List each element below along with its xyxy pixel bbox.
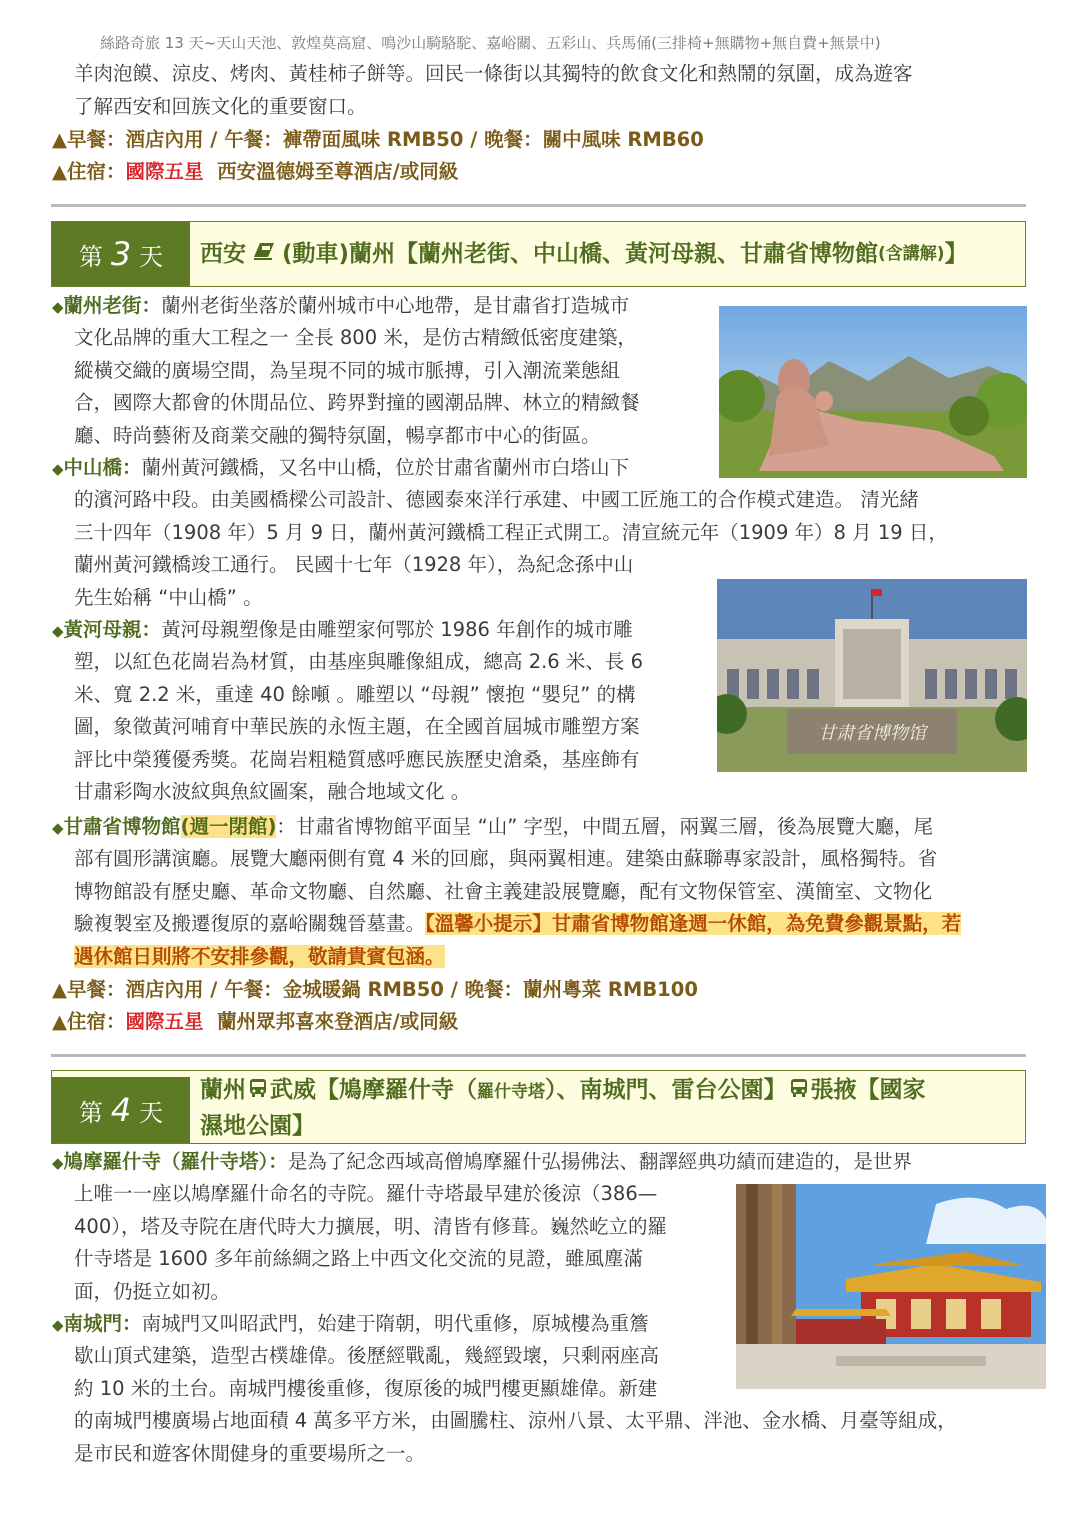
item-text: 的南城門樓廣場占地面積 4 萬多平方米，由圖騰柱、涼州八景、太平鼎、泮池、金水橋、月臺等組成， — [74, 1409, 957, 1432]
title-route: (動車)蘭州【蘭州老街、中山橋、黃河母親、甘肅省博物館 — [282, 241, 879, 267]
day3-item-yellow-river-body — [74, 646, 714, 809]
day-prefix: 第 — [78, 242, 103, 271]
day-suffix: 天 — [139, 242, 164, 271]
title-line2: 濕地公園】 — [200, 1113, 315, 1139]
day4-item-kumarajiva-temple — [52, 1146, 1032, 1180]
item-name: 甘肅省博物館 — [63, 815, 181, 838]
item-text: 米、寬 2.2 米，重達 40 餘噸 。雕塑以 “母親” 懷抱 “嬰兒” 的構 — [74, 682, 636, 706]
diamond-bullet-icon: ◆ — [52, 460, 64, 478]
day-prefix: 第 — [78, 1098, 103, 1127]
day3-item-gansu-museum — [52, 811, 1032, 845]
item-text: 部有圓形講演廳。展覽大廳兩側有寬 4 米的回廊，與兩翼相連。建築由蘇聯專家設計，風格獨特。省 — [74, 847, 938, 870]
divider — [51, 204, 1026, 207]
hotel-grade: 國際五星 — [125, 1010, 204, 1033]
day3-item-zhongshan-body — [74, 484, 1034, 614]
item-text: 文化品牌的重大工程之一 全長 800 米，是仿古精緻低密度建築， — [74, 326, 637, 349]
day3-label — [52, 222, 190, 286]
title-route: 武威【鳩摩羅什寺（ — [270, 1077, 477, 1103]
hotel-grade: 國際五星 — [125, 160, 204, 183]
item-text: 縱橫交織的廣場空間，為呈現不同的城市脈搏，引入潮流業態組 — [74, 358, 621, 382]
item-text: 約 10 米的土台。南城門樓後重修，復原後的城門樓更顯雄偉。新建 — [74, 1376, 658, 1400]
hotel-name: 西安溫德姆至尊酒店/或同級 — [217, 160, 459, 183]
item-text: 面，仍挺立如初。 — [74, 1279, 231, 1303]
day4-label — [52, 1077, 190, 1143]
item-text: 先生始稱 “中山橋” 。 — [74, 585, 263, 609]
bus-icon — [249, 1074, 267, 1108]
hotel-prefix: ▲住宿： — [52, 1010, 126, 1033]
title-city-to: 張掖【國家 — [810, 1077, 926, 1103]
hotel-prefix: ▲住宿： — [52, 160, 126, 183]
day3-hotel — [52, 1006, 458, 1038]
item-text: 是為了紀念西域高僧鳩摩羅什弘揚佛法、翻譯經典功績而建造的，是世界 — [287, 1150, 912, 1173]
day4-item-south-gate-body — [74, 1340, 1034, 1470]
day3-item-yellow-river-mother — [52, 614, 712, 648]
day2-tail-line1: 羊肉泡饃、涼皮、烤肉、黃桂柿子餅等。回民一條街以其獨特的飲食文化和熱鬧的氛圍，成為遊客 — [74, 62, 913, 85]
item-name: 中山橋： — [63, 456, 142, 479]
item-text: 歇山頂式建築，造型古樸雄偉。後歷經戰亂，幾經毀壞，只剩兩座高 — [74, 1344, 660, 1367]
diamond-bullet-icon: ◆ — [52, 298, 64, 316]
tip-text: 【溫馨小提示】甘肅省博物館逢週一休館，為免費參觀景點，若 — [425, 912, 962, 935]
item-text: 蘭州黃河鐵橋竣工通行。 民國十七年（1928 年），為紀念孫中山 — [74, 553, 634, 576]
day2-hotel — [52, 156, 458, 188]
item-text: 南城門又叫昭武門，始建于隋朝，明代重修，原城樓為重簷 — [141, 1312, 649, 1335]
item-text: 三十四年（1908 年）5 月 9 日，蘭州黃河鐵橋工程正式開工。清宣統元年（1909 年）8 月 19 日， — [74, 520, 948, 544]
diamond-bullet-icon: ◆ — [52, 622, 64, 640]
day-number: 3 — [110, 235, 132, 273]
item-text: 的濱河路中段。由美國橋樑公司設計、德國泰來洋行承建、中國工匠施工的合作模式建造。 清光緒 — [74, 488, 919, 511]
day3-item-old-street — [52, 290, 712, 324]
day3-item-gansu-museum-body — [74, 843, 1034, 973]
day3-meals: ▲早餐：酒店內用 / 午餐：金城暖鍋 RMB50 / 晚餐：蘭州粵菜 RMB100 — [52, 978, 698, 1001]
day4-item-south-gate — [52, 1308, 732, 1342]
train-icon — [252, 237, 276, 271]
item-name: 黃河母親： — [63, 618, 162, 641]
item-text: 什寺塔是 1600 多年前絲綢之路上中西文化交流的見證，雖風塵滿 — [74, 1247, 644, 1270]
title-city-from: 蘭州 — [200, 1077, 246, 1103]
item-text: 廳、時尚藝術及商業交融的獨特氛圍，暢享都市中心的街區。 — [74, 423, 601, 447]
day3-header — [51, 221, 1026, 287]
day-suffix: 天 — [139, 1098, 164, 1127]
diamond-bullet-icon: ◆ — [52, 1316, 64, 1334]
item-text: 蘭州黃河鐵橋，又名中山橋，位於甘肅省蘭州市白塔山下 — [141, 456, 630, 479]
page-header: 絲路奇旅 13 天~天山天池、敦煌莫高窟、鳴沙山騎駱駝、嘉峪關、五彩山、兵馬俑(三排椅+無購物+無自費+無景中) — [100, 34, 881, 52]
day4-title — [200, 1071, 1017, 1143]
item-text: 上唯一一座以鳩摩羅什命名的寺院。羅什寺塔最早建於後涼（386— — [74, 1182, 658, 1205]
day3-item-zhongshan-bridge — [52, 452, 712, 486]
item-text: 是市民和遊客休閒健身的重要場所之一。 — [74, 1441, 426, 1465]
title-city-from: 西安 — [200, 241, 246, 267]
day3-item-old-street-body — [74, 322, 714, 452]
item-text: 甘肅彩陶水波紋與魚紋圖案，融合地域文化 。 — [74, 780, 471, 803]
title-close: 】 — [944, 241, 968, 267]
day2-tail — [74, 58, 1034, 123]
day2-meals: ▲早餐：酒店內用 / 午餐：褲帶面風味 RMB50 / 晚餐：關中風味 RMB60 — [52, 128, 704, 151]
divider — [51, 1054, 1026, 1057]
day4-item-kumarajiva-body — [74, 1178, 734, 1308]
photo-yellow-river-mother — [719, 306, 1027, 478]
item-text: 驗複製室及搬遷復原的嘉峪關魏晉墓畫。 — [74, 912, 426, 935]
bus-icon — [790, 1074, 808, 1108]
item-text: ：甘肅省博物館平面呈 “山” 字型，中間五層，兩翼三層，後為展覽大廳，尾 — [276, 815, 933, 838]
museum-sign-text: 甘肃省博物馆 — [818, 723, 926, 744]
closed-monday-note: (週一閉館) — [180, 815, 277, 838]
diamond-bullet-icon: ◆ — [52, 819, 64, 837]
item-text: 400），塔及寺院在唐代時大力擴展，明、清皆有修葺。巍然屹立的羅 — [74, 1214, 667, 1238]
title-note: 羅什寺塔 — [477, 1082, 545, 1102]
item-text: 蘭州老街坐落於蘭州城市中心地帶，是甘肅省打造城市 — [161, 294, 630, 317]
title-route-cont: ）、南城門、雷台公園】 — [545, 1077, 787, 1103]
diamond-bullet-icon: ◆ — [52, 1154, 64, 1172]
item-text: 塑，以紅色花崗岩為材質，由基座與雕像組成，總高 2.6 米、長 6 — [74, 650, 644, 673]
item-text: 黃河母親塑像是由雕塑家何鄂於 1986 年創作的城市雕 — [161, 618, 633, 641]
title-note: (含講解) — [878, 244, 945, 264]
item-text: 圖，象徵黃河哺育中華民族的永恆主題，在全國首屆城市雕塑方案 — [74, 715, 640, 738]
day3-title — [200, 222, 1017, 286]
item-name: 南城門： — [63, 1312, 142, 1335]
day2-tail-line2: 了解西安和回族文化的重要窗口。 — [74, 94, 367, 118]
item-name: 蘭州老街： — [63, 294, 162, 317]
day4-header — [51, 1070, 1026, 1144]
item-text: 評比中榮獲優秀獎。花崗岩粗糙質感呼應民族歷史滄桑，基座飾有 — [74, 747, 640, 771]
item-text: 博物館設有歷史廳、革命文物廳、自然廳、社會主義建設展覽廳，配有文物保管室、漢簡室、文物化 — [74, 879, 933, 903]
tip-text: 遇休館日則將不安排參觀，敬請貴賓包涵。 — [74, 944, 445, 968]
item-text: 合，國際大都會的休閒品位、跨界對撞的國潮品牌、林立的精緻餐 — [74, 391, 640, 414]
item-name: 鳩摩羅什寺（羅什寺塔）： — [63, 1150, 288, 1173]
hotel-name: 蘭州眾邦喜來登酒店/或同級 — [217, 1010, 459, 1033]
day-number: 4 — [110, 1091, 132, 1129]
